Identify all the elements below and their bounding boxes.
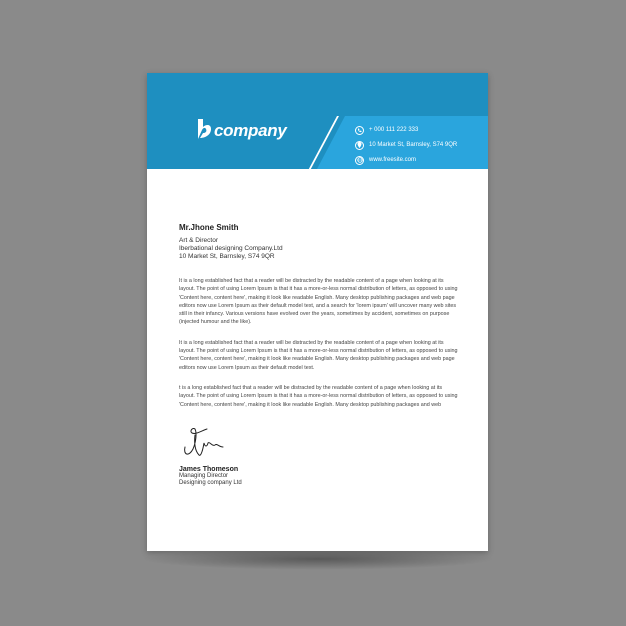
recipient-line: Iberbational designing Company.Ltd (179, 245, 283, 252)
handwritten-signature (179, 425, 241, 461)
body-paragraph: It is a long established fact that a reader will be distracted by the readable content of a page when looking at its layout. The point of using Lorem Ipsum is that it has a more-or-less normal distribution of letters, as opposed to using 'Content here, content here', making it look like readable English. Many desktop publishing packages and web page editors now use Lorem Ipsum as their default model text, and a search for 'lorem ipsum' will uncover many web sites still in their infancy. Various versions have evolved over the years, sometimes by accident, sometimes on purpose (injected humour and the like). (179, 278, 458, 326)
contact-phone-text: + 000 111 222 333 (369, 127, 419, 133)
logo-text: company (214, 120, 287, 140)
signer-title: Managing Director (179, 472, 229, 479)
contact-address (355, 138, 457, 152)
globe-icon (355, 156, 364, 165)
recipient-name: Mr.Jhone Smith (179, 223, 239, 232)
signer-company: Designing company Ltd (179, 480, 242, 487)
letter-content (179, 223, 459, 488)
contact-website-text: www.freesite.com (369, 157, 417, 163)
letterhead-header (147, 73, 488, 169)
company-logo (195, 117, 287, 141)
body-paragraph: It is a long established fact that a reader will be distracted by the readable content of a page when looking at its layout. The point of using Lorem Ipsum is that it has a more-or-less normal distribution of letters, as opposed to using 'Content here, content here', making it look like readable English. Many desktop publishing packages and web page editors now use Lorem Ipsum as their default model text. (179, 339, 458, 371)
signer-name: James Thomeson (179, 465, 239, 473)
letterhead-page (147, 73, 488, 551)
recipient-line: 10 Market St, Barnsley, S74 9QR (179, 253, 275, 260)
contact-phone (355, 123, 457, 137)
page-shadow (140, 548, 496, 570)
contact-address-text: 10 Market St, Barnsley, S74 9QR (369, 142, 458, 148)
body-paragraph: t is a long established fact that a reader will be distracted by the readable content of a page when looking at its layout. The point of using Lorem Ipsum is that it has a more-or-less normal distribution of letters, as opposed to using 'Content here, content here', making it look like readable English. Many desktop publishing packages and web (179, 384, 458, 408)
phone-icon (355, 126, 364, 135)
contact-block (355, 123, 457, 168)
recipient-line: Art & Director (179, 237, 219, 244)
contact-website (355, 153, 457, 167)
logo-mark-icon (195, 117, 213, 141)
location-pin-icon (355, 141, 364, 150)
